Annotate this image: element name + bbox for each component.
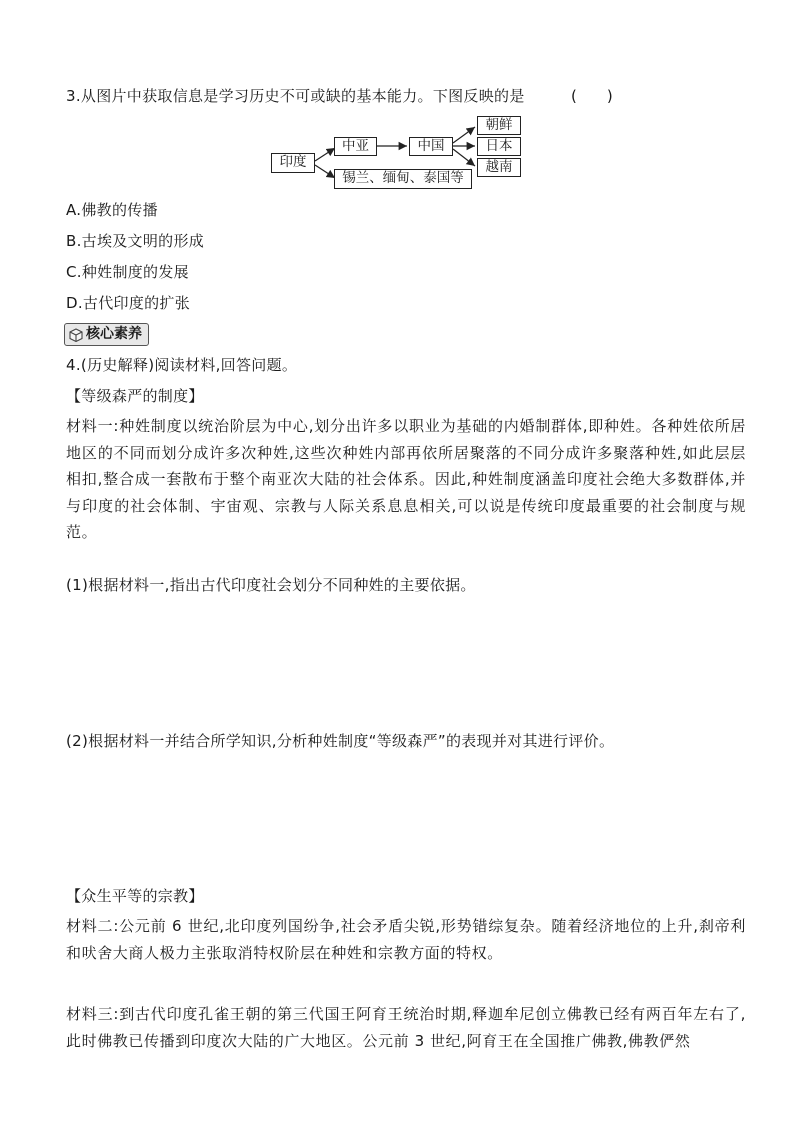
core-literacy-badge [64,323,149,346]
badge-label: 核心素养 [86,326,142,342]
cube-icon [69,328,83,342]
node-india: 印度 [271,153,315,173]
sub-question-2: (2)根据材料一并结合所学知识,分析种姓制度“等级森严”的表现并对其进行评价。 [66,732,615,750]
material-three: 材料三:到古代印度孔雀王朝的第三代国王阿育王统治时期,释迦牟尼创立佛教已经有两百年左右了,此时佛教已传播到印度次大陆的广大地区。公元前 3 世纪,阿育王在全国推广佛教,佛教俨然 [66,1005,746,1050]
question-4-stem: 4.(历史解释)阅读材料,回答问题。 [66,356,298,374]
node-southeast-asia: 锡兰、缅甸、泰国等 [334,169,472,189]
node-korea: 朝鲜 [477,116,521,135]
node-vietnam: 越南 [477,158,521,177]
answer-parentheses: ( ) [571,87,613,105]
node-central-asia: 中亚 [334,137,377,156]
arrow-china-to-vietnam [453,149,475,166]
node-japan: 日本 [477,137,521,156]
question-3-stem: 3.从图片中获取信息是学习历史不可或缺的基本能力。下图反映的是 [66,87,525,105]
heading-strict-hierarchy: 【等级森严的制度】 [66,387,204,405]
arrow-china-to-korea [453,127,475,143]
sub-question-1: (1)根据材料一,指出古代印度社会划分不同种姓的主要依据。 [66,576,476,594]
heading-equal-religion: 【众生平等的宗教】 [66,887,204,905]
material-one: 材料一:种姓制度以统治阶层为中心,划分出许多以职业为基础的内婚制群体,即种姓。各种姓依所居地区的不同而划分成许多次种姓,这些次种姓内部再依所居聚落的不同分成许多聚落种姓,如此层层相扣,整合成一套散布于整个南亚次大陆的社会体系。因此,种姓制度涵盖印度社会绝大多数群体,并与印度的社会体制、宇宙观、宗教与人际关系息息相关,可以说是传统印度最重要的社会制度与规范。 [66,417,746,541]
node-china: 中国 [409,137,453,156]
arrow-india-to-central-asia [315,148,335,161]
option-c: C.种姓制度的发展 [66,263,189,281]
option-a: A.佛教的传播 [66,201,158,219]
material-two: 材料二:公元前 6 世纪,北印度列国纷争,社会矛盾尖锐,形势错综复杂。随着经济地位的上升,刹帝利和吠舍大商人极力主张取消特权阶层在种姓和宗教方面的特权。 [66,917,746,962]
arrow-india-to-southeast [315,165,335,178]
option-d: D.古代印度的扩张 [66,294,191,312]
option-b: B.古埃及文明的形成 [66,232,205,250]
